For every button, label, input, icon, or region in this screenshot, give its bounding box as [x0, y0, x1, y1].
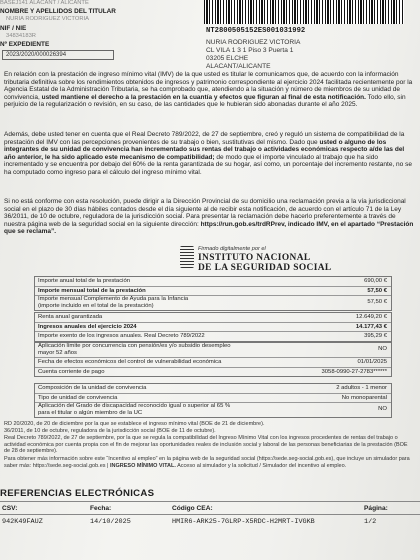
row-label: Cuenta corriente de pago: [38, 368, 105, 375]
table-row: [35, 343, 391, 358]
footnote-4-text: Para obtener más información sobre este “Incentivo al empleo” en la página web de la seguridad social (https://sede.seg-social.gob.es), que incluye un simulador para saber más: https://sede.seg-social.gob.es |: [4, 456, 410, 469]
table-row: [35, 287, 391, 297]
row-label-line-1: Aplicación límite por concurrencia con pensión/es y/o subsidio desempleo: [38, 343, 231, 349]
date-value: 14/10/2025: [90, 518, 131, 526]
row-value: 12.649,20 €: [355, 314, 387, 320]
row-value: 2 adultos - 1 menor: [336, 385, 387, 391]
table-row: [35, 277, 391, 287]
income-table: [34, 312, 392, 342]
holder-name-value: NURIA RODRIGUEZ VICTORIA: [6, 16, 89, 22]
address-line-2: CL VILA 1 3 1 Piso 3 Puerta 1: [206, 47, 294, 54]
body-paragraph-3: [4, 198, 416, 236]
barcode: [204, 0, 404, 24]
payment-table: [34, 342, 392, 377]
row-value: 14.177,43 €: [355, 323, 387, 330]
table-row: [35, 358, 391, 368]
body-paragraph-3-bold: https://run.gob.es/trdRPrev, indicado IMV, en el apartado “Prestación que se reclama”.: [4, 220, 414, 236]
refs-title: REFERENCIAS ELECTRÓNICAS: [0, 488, 155, 499]
row-label: Fecha de efectos económicos del control de vulnerabilidad económica: [38, 359, 222, 365]
body-paragraph-1-tail: Todo ello, sin perjuicio de la regularización o revisión, en su caso, de las cantidades que le hubieran sido abonadas durante el año 2025.: [4, 93, 406, 109]
row-label: Tipo de unidad de convivencia: [38, 394, 118, 401]
footnote-4: [4, 456, 414, 469]
body-paragraph-2-text: Además, debe usted tener en cuenta que el Real Decreto 789/2022, de 27 de septiembre, creó y reguló un sistema de compatibilidad de la prestación del IMV con las percepciones provenientes de su trabajo o bien, sustitutivas del mismo. Dado que: [4, 131, 405, 146]
inss-logo-icon: [180, 246, 194, 268]
footnote-4-tail: Acceso al simulador y la solicitud / Simulador del incentivo al empleo.: [177, 462, 347, 469]
page-label: Página:: [364, 505, 388, 512]
refs-divider: [0, 514, 420, 515]
row-label: [38, 296, 188, 310]
row-label: Importe anual total de la prestación: [38, 278, 131, 284]
row-value: 690,00 €: [364, 278, 387, 284]
row-label: Ingresos anuales del ejercicio 2024: [38, 323, 137, 330]
row-value: 395,29 €: [364, 333, 387, 340]
body-paragraph-1: [4, 71, 416, 109]
csv-label: CSV:: [2, 505, 18, 512]
body-paragraph-2: [4, 131, 416, 176]
reference-label: Nº EXPEDIENTE: [0, 41, 50, 48]
row-label: [38, 403, 230, 417]
row-value: 57,50 €: [367, 299, 387, 306]
table-row: [35, 296, 391, 310]
body-paragraph-2-tail: de modo que el importe vinculado al trabajo que ha sido incrementado y se encuentra por debajo del 60% de la renta garantizada de su hogar, así como, un porcentaje del incremento restante, no se ha computado como ingreso para el cálculo del ingreso mínimo vital.: [4, 153, 412, 176]
row-value: 01/01/2025: [357, 359, 387, 365]
row-label: Importe mensual total de la prestación: [38, 287, 146, 294]
logo-line-2: DE LA SEGURIDAD SOCIAL: [198, 263, 332, 273]
body-paragraph-3-text: Si no está conforme con esta resolución, puede dirigir a la Dirección Provincial de su domicilio una reclamación previa a la vía jurisdiccional social en el plazo de 30 días hábiles contados desde el día siguiente al de recibir esta notificación, de acuerdo con el artículo 71 de la Ley 36/2011, de 10 de octubre, reguladora de la jurisdicción social. Para presentar la reclamación debe hacerlo preferentemente a través de nuestra página web de la seguridad social en la siguiente dirección:: [4, 198, 406, 228]
page-value: 1/2: [364, 518, 377, 526]
row-label-line-2: para el titular o algún miembro de la UC: [38, 410, 143, 417]
footnote-3: Real Decreto 789/2022, de 27 de septiembre, por la que se regula la compatibilidad del Ingreso Mínimo Vital con los ingresos procedentes de rentas del trabajo o actividad económica por cuenta propia con el fin de mejorar las oportunidades reales de inclusión social y laboral de las personas beneficiarias de la prestación (BOE de 28 de septiembre).: [4, 435, 408, 455]
body-paragraph-2-bold: usted o alguno de los integrantes de su unidad de convivencia han incrementado sus rentas del trabajo o actividades económicas respecto a/de las del año anterior, le ha sido aplicado este mecanismo de compatibilidad;: [4, 138, 405, 161]
date-label: Fecha:: [90, 505, 112, 512]
table-row: [35, 384, 391, 394]
refs-divider: [0, 501, 420, 502]
row-value: 57,50 €: [367, 287, 387, 294]
address-line-1: NURIA RODRIGUEZ VICTORIA: [206, 39, 301, 46]
address-line-4: ALACANT/ALICANTE: [206, 63, 271, 70]
logo-subtitle: Firmado digitalmente por el: [198, 246, 266, 252]
table-row: [35, 332, 391, 341]
holder-name-label: NOMBRE Y APELLIDOS DEL TITULAR: [0, 8, 116, 15]
header-stub: BASEJ141 ALACANT / ALICANTE: [0, 0, 89, 6]
household-table: [34, 383, 392, 418]
row-label: Importe exento de los ingresos anuales. Real Decreto 789/2022: [38, 333, 205, 340]
row-label-line-1: Importe mensual Complemento de Ayuda para la Infancia: [38, 296, 189, 303]
row-value: 3058-0990-27-2783******: [321, 368, 387, 375]
footnote-2: 36/2011, de 10 de octubre, reguladora de la jurisdicción social (BOE de 11 de octubre).: [4, 428, 216, 434]
csv-value: 942K49FAUZ: [2, 518, 43, 526]
reference-value: 2023/2020/000026394: [2, 50, 114, 60]
footnote-4-bold: INGRESO MÍNIMO VITAL.: [110, 462, 176, 469]
row-value: No monoparental: [341, 394, 387, 401]
cea-label: Código CEA:: [172, 505, 213, 512]
table-row: [35, 403, 391, 417]
footnote-1: RD 20/2020, de 20 de diciembre por la que se establece el ingreso mínimo vital (BOE de 21 de diciembre).: [4, 421, 265, 427]
row-value: NO: [378, 346, 387, 352]
body-paragraph-1-text: En relación con la prestación de ingreso mínimo vital (IMV) de la que usted es titular le comunicamos que, de acuerdo con la información tributaria definitiva sobre los rendimientos obtenidos de ingresos y patrimonio correspondiente al ejercicio 2024 facilitada recientemente por la Agencia Estatal de la Administración Tributaria, se ha comprobado que, atendiendo a la situación y número de miembros de su unidad de convivencia,: [4, 71, 413, 101]
benefit-amount-table: [34, 276, 392, 311]
table-row: [35, 394, 391, 404]
barcode-number: NT2800505152ES001031992: [206, 27, 306, 35]
table-row: [35, 323, 391, 333]
table-row: [35, 313, 391, 323]
cea-value: HMIR6-ARK25-7GLRP-X5RDC-H2MRT-IVGKB: [172, 518, 315, 526]
row-label-line-2: mayor 52 años: [38, 350, 77, 356]
nif-label: NIF / NIE: [0, 25, 27, 32]
address-line-3: 03205 ELCHE: [206, 55, 249, 62]
logo-line-1: INSTITUTO NACIONAL: [198, 253, 311, 263]
row-value: NO: [378, 406, 387, 413]
row-label: Composición de la unidad de convivencia: [38, 385, 147, 391]
row-label: Renta anual garantizada: [38, 314, 103, 320]
table-row: [35, 368, 391, 377]
row-label: [38, 343, 231, 357]
row-label-line-2: (importe incluido en el total de la prestación): [38, 303, 154, 310]
nif-value: 34834183R: [6, 33, 36, 39]
body-paragraph-1-bold: usted mantiene el derecho a la prestación en la cuantía y efectos que figuran al final de esta notificación.: [41, 93, 366, 101]
row-label-line-1: Aplicación del Grado de discapacidad reconocido igual o superior al 65 %: [38, 403, 231, 410]
